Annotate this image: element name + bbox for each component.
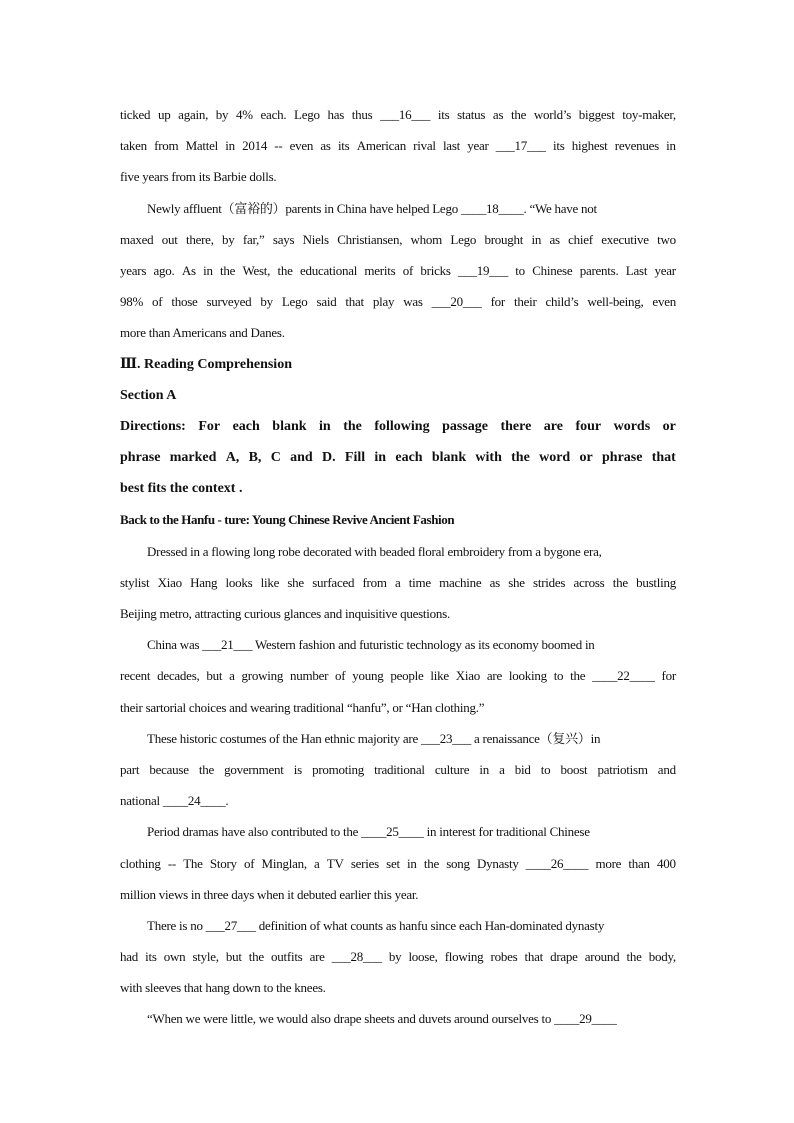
passage-line: China was ___21___ Western fashion and futuristic technology as its economy boomed in: [147, 637, 595, 653]
passage-line: recent decades, but a growing number of young people like Xiao are looking to the ____22____ for: [120, 668, 676, 684]
directions-line: phrase marked A, B, C and D. Fill in each blank with the word or phrase that: [120, 450, 676, 466]
passage-line: 98% of those surveyed by Lego said that play was ___20___ for their child’s well-being, even: [120, 294, 676, 310]
passage-line: There is no ___27___ definition of what counts as hanfu since each Han-dominated dynasty: [147, 917, 605, 933]
passage-line: had its own style, but the outfits are ___28___ by loose, flowing robes that drape around the body,: [120, 949, 676, 965]
passage-line: ticked up again, by 4% each. Lego has thus ___16___ its status as the world’s biggest toy-maker,: [120, 107, 676, 122]
passage-line: million views in three days when it debuted earlier this year.: [120, 886, 419, 902]
passage-line: five years from its Barbie dolls.: [120, 169, 277, 185]
document-page: [120, 99, 676, 1035]
passage-line: maxed out there, by far,” says Niels Christiansen, whom Lego brought in as chief executive two: [120, 231, 676, 247]
passage-line: stylist Xiao Hang looks like she surfaced from a time machine as she strides across the bustling: [120, 574, 676, 590]
section-subheading: Section A: [120, 387, 177, 403]
directions-line: Directions: For each blank in the following passage there are four words or: [120, 418, 676, 434]
section-heading: Ⅲ. Reading Comprehension: [120, 356, 292, 372]
passage-line: Beijing metro, attracting curious glances and inquisitive questions.: [120, 606, 450, 621]
directions-line: best fits the context .: [120, 481, 243, 497]
passage-line: national ____24____.: [120, 793, 229, 809]
passage-line: Dressed in a flowing long robe decorated with beaded floral embroidery from a bygone era,: [147, 543, 602, 559]
passage-line: Newly affluent（富裕的）parents in China have helped Lego ____18____. “We have not: [147, 200, 597, 216]
passage-title: Back to the Hanfu - ture: Young Chinese Revive Ancient Fashion: [120, 512, 455, 528]
passage-line: their sartorial choices and wearing traditional “hanfu”, or “Han clothing.”: [120, 699, 485, 715]
passage-line: “When we were little, we would also drape sheets and duvets around ourselves to ____29____: [147, 1011, 617, 1027]
passage-line: Period dramas have also contributed to the ____25____ in interest for traditional Chinese: [147, 824, 590, 840]
passage-line: part because the government is promoting traditional culture in a bid to boost patriotism and: [120, 761, 676, 777]
passage-line: clothing -- The Story of Minglan, a TV series set in the song Dynasty ____26____ more than 400: [120, 855, 676, 871]
passage-line: These historic costumes of the Han ethnic majority are ___23___ a renaissance（复兴）in: [147, 730, 601, 746]
passage-line: years ago. As in the West, the educational merits of bricks ___19___ to Chinese parents. Last year: [120, 262, 676, 278]
passage-line: taken from Mattel in 2014 -- even as its American rival last year ___17___ its highest revenues in: [120, 138, 676, 154]
passage-line: with sleeves that hang down to the knees.: [120, 980, 326, 996]
passage-line: more than Americans and Danes.: [120, 325, 285, 341]
